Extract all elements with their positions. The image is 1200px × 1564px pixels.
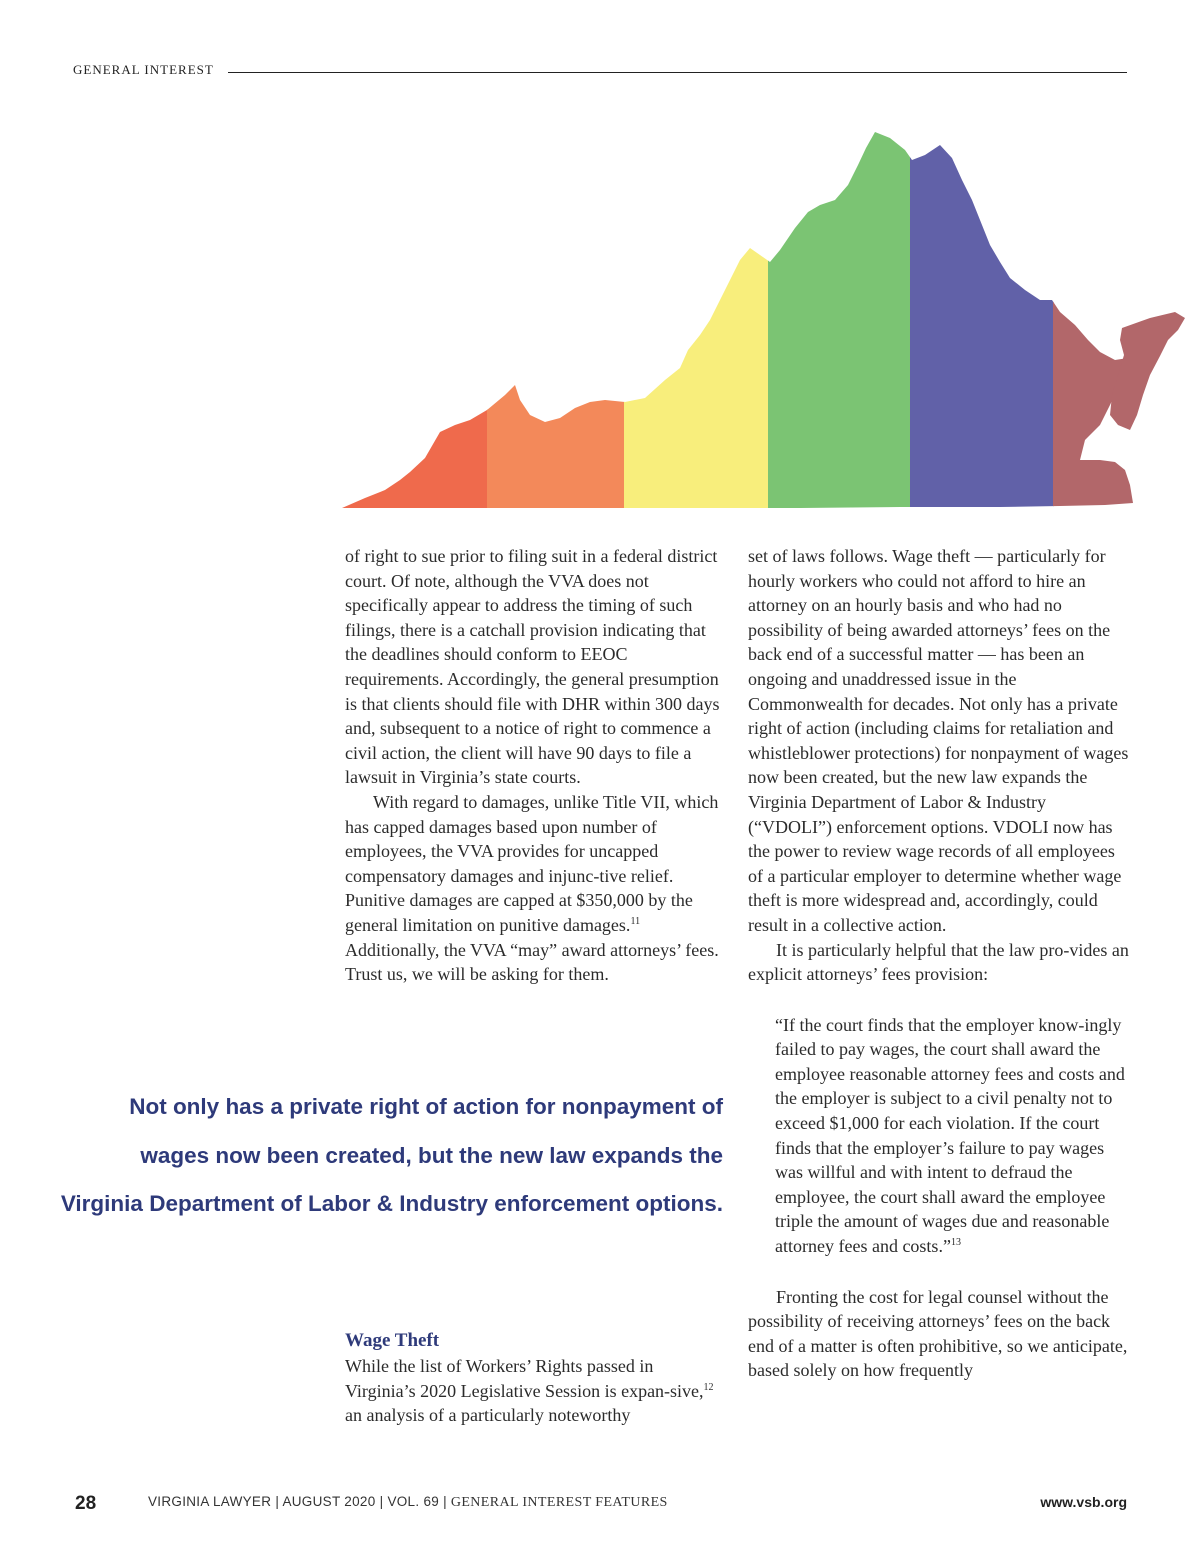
map-stripe	[340, 128, 488, 513]
paragraph: Fronting the cost for legal counsel without the possibility of receiving attorneys’ fees on the back end of a matter is often prohibitive, so we anticipate, based solely on how frequently	[748, 1286, 1128, 1381]
paragraph: It is particularly helpful that the law pro-vides an explicit attorneys’ fees provision:	[748, 939, 1129, 985]
pull-quote: Not only has a private right of action for nonpayment of wages now been created, but the new law expands the Virginia Department of Labor & Industry enforcement options.	[60, 1094, 723, 1216]
map-stripes	[340, 128, 1195, 513]
quote-text: “If the court finds that the employer know-ingly failed to pay wages, the court shall award the employee reasonable attorney fees and costs and the employer is subject to a civil penalty not to exceed $1,000 for each violation. If the court finds that the employer’s failure to pay wages was willful and with intent to defraud the employee, the court shall award the employee triple the amount of wages due and reasonable attorney fees and costs.”	[775, 1014, 1125, 1257]
section-label: GENERAL INTEREST	[73, 62, 214, 77]
subhead: Wage Theft	[345, 1330, 440, 1351]
map-stripe	[487, 128, 625, 513]
publication-info: VIRGINIA LAWYER | AUGUST 2020 | VOL. 69 |	[148, 1494, 447, 1509]
text-run: Additionally, the VVA “may” award attorneys’ fees. Trust us, we will be asking for them.	[345, 939, 719, 985]
section-rule	[228, 72, 1127, 73]
text-run: With regard to damages, unlike Title VII, which has capped damages based upon number of employees, the VVA provides for uncapped compensatory damages and injunc-tive relief. Punitive damages are capped at $350,000 by the general limitation on punitive damages.	[345, 791, 719, 935]
left-column-bottom	[345, 1328, 725, 1428]
left-column-top	[345, 544, 725, 987]
map-stripe	[910, 128, 1054, 513]
footer-section: GENERAL INTEREST FEATURES	[446, 1495, 668, 1510]
paragraph: set of laws follows. Wage theft — particularly for hourly workers who could not afford to hire an attorney on an hourly basis and who had no possibility of being awarded attorneys’ fees on the back end of a successful matter — has been an ongoing and unaddressed issue in the Commonwealth for decades. Not only has a private right of action (including claims for retaliation and whistleblower protections) for nonpayment of wages now been created, but the new law expands the Virginia Department of Labor & Industry (“VDOLI”) enforcement options. VDOLI now has the power to review wage records of all employees of a particular employer to determine whether wage theft is more widespread and, accordingly, could result in a collective action.	[748, 546, 1129, 935]
footnote-ref[interactable]: 11	[630, 915, 641, 927]
website-link[interactable]: www.vsb.org	[1040, 1494, 1127, 1510]
text-run: While the list of Workers’ Rights passed in Virginia’s 2020 Legislative Session is expan-sive,	[345, 1356, 704, 1401]
right-column	[748, 544, 1130, 1383]
eastern-shore	[1110, 312, 1185, 430]
virginia-rainbow-map	[340, 128, 1195, 513]
paragraph	[345, 790, 725, 987]
page-number: 28	[75, 1493, 97, 1514]
text-run: an analysis of a particularly noteworthy	[345, 1405, 631, 1426]
footnote-ref[interactable]: 13	[950, 1237, 961, 1249]
paragraph: of right to sue prior to filing suit in a federal district court. Of note, although the VVA does not specifically appear to address the timing of such filings, there is a catchall provision indicating that the deadlines should conform to EEOC requirements. Accordingly, the general presumption is that clients should file with DHR within 300 days and, subsequent to a notice of right to commence a civil action, the client will have 90 days to file a lawsuit in Virginia’s state courts.	[345, 546, 720, 788]
footer-publication	[148, 1494, 668, 1511]
block-quote	[775, 1013, 1130, 1259]
paragraph	[345, 1354, 725, 1428]
map-stripe	[768, 128, 911, 513]
footnote-ref[interactable]: 12	[703, 1381, 714, 1393]
map-stripe	[624, 128, 769, 513]
